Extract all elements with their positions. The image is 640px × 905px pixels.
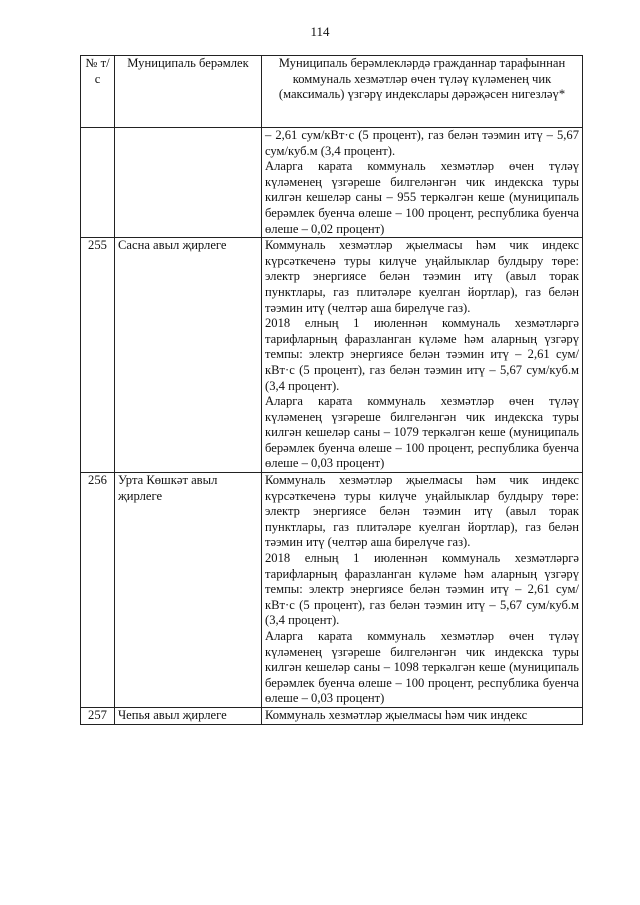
continuation-row (81, 128, 583, 238)
row-number: 257 (81, 707, 115, 724)
municipality-name: Сасна авыл җирлеге (115, 238, 262, 473)
table-row (81, 238, 583, 473)
header-justification: Муниципаль берәмлекләрдә гражданнар тарафыннан коммуналь хезмәтләр өчен түләү күләменең чик (максималь) үзгәрү индекслары дәрәҗәсен нигезләү* (262, 56, 583, 128)
paragraph: Коммуналь хезмәтләр җыелмасы һәм чик индекс күрсәткеченә туры килүче уңайлыклар булдыру төре: электр энергиясе белән тәэмин итү (авыл торак пунктлары, газ плитәләре куелган йортлар), газ белән тәэмин итү (челтәр аша бирелүче газ). (265, 473, 579, 550)
justification-text (262, 707, 583, 724)
paragraph: 2018 елның 1 июленнән коммуналь хезмәтләргә тарифларның фаразланган күләме һәм аларның үзгәрү темпы: электр энергиясе белән тәэмин итү – 2,61 сум/кВт·с (5 процент), газ белән тәэмин итү – 5,67 сум/куб.м (3,4 процент). (265, 551, 579, 628)
header-municipality: Муниципаль берәмлек (115, 56, 262, 128)
paragraph: Аларга карата коммуналь хезмәтләр өчен түләү күләменең үзгәреше билгеләнгән чик индекска туры килгән кешеләр саны – 1098 теркәлгән кеше (муниципаль берәмлек буенча өлеше – 100 процент, республика буенча өлеше – 0,03 процент) (265, 629, 579, 706)
continuation-paragraph: Аларга карата коммуналь хезмәтләр өчен түләү күләменең үзгәреше билгеләнгән чик индекска туры килгән кешеләр саны – 955 теркәлгән кеше (муниципаль берәмлек буенча өлеше – 100 процент, республика буенча өлеше – 0,02 процент) (265, 159, 579, 236)
municipality-name: Урта Көшкәт авыл җирлеге (115, 473, 262, 708)
indices-table (80, 55, 583, 725)
municipality-name: Чепья авыл җирлеге (115, 707, 262, 724)
paragraph: Коммуналь хезмәтләр җыелмасы һәм чик индекс (265, 707, 528, 722)
header-number: № т/с (81, 56, 115, 128)
paragraph: 2018 елның 1 июленнән коммуналь хезмәтләргә тарифларның фаразланган күләме һәм аларның үзгәрү темпы: электр энергиясе белән тәэмин итү – 2,61 сум/кВт·с (5 процент), газ белән тәэмин итү – 5,67 сум/куб.м (3,4 процент). (265, 316, 579, 393)
table-row (81, 473, 583, 708)
paragraph: Коммуналь хезмәтләр җыелмасы һәм чик индекс күрсәткеченә туры килүче уңайлыклар булдыру төре: электр энергиясе белән тәэмин итү (авыл торак пунктлары, газ плитәләре куелган йортлар), газ белән тәэмин итү (челтәр аша бирелүче газ). (265, 238, 579, 315)
paragraph: Аларга карата коммуналь хезмәтләр өчен түләү күләменең үзгәреше билгеләнгән чик индекска туры килгән кешеләр саны – 1079 теркәлгән кеше (муниципаль берәмлек буенча өлеше – 100 процент, республика буенча өлеше – 0,03 процент) (265, 394, 579, 471)
page-number: 114 (310, 24, 330, 39)
continuation-paragraph: – 2,61 сум/кВт·с (5 процент), газ белән тәэмин итү – 5,67 сум/куб.м (3,4 процент). (265, 128, 579, 158)
row-number: 255 (81, 238, 115, 473)
continuation-text (262, 128, 583, 238)
table-row (81, 707, 583, 724)
row-number: 256 (81, 473, 115, 708)
justification-text (262, 238, 583, 473)
table-header-row (81, 56, 583, 128)
justification-text (262, 473, 583, 708)
